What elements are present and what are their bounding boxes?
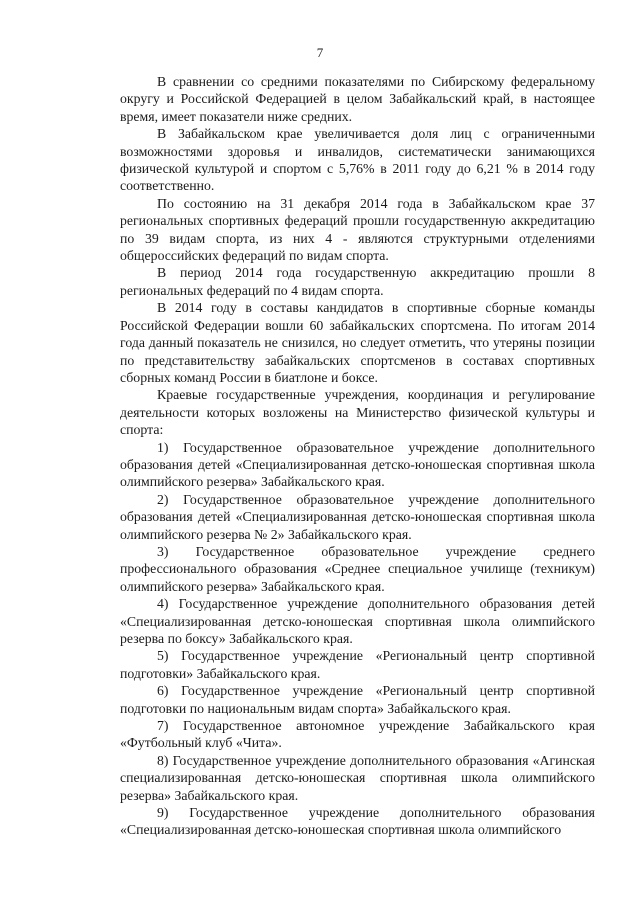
list-item-institution-4: 4) Государственное учреждение дополнительного образования детей «Специализированная детско-юношеская спортивная школа олимпийского резерва по боксу» Забайкальского края. bbox=[120, 596, 595, 646]
paragraph-sfo-comparison: В сравнении со средними показателями по Сибирскому федеральному округу и Российской Федерацией в целом Забайкальский край, в настоящее время, имеет показатели ниже средних. bbox=[120, 74, 595, 124]
page-number: 7 bbox=[316, 45, 324, 60]
document-body bbox=[120, 73, 595, 839]
list-item-institution-3: 3) Государственное образовательное учреждение среднего профессионального образования «Среднее специальное училище (техникум) олимпийского резерва» Забайкальского края. bbox=[120, 543, 595, 594]
list-item-institution-2: 2) Государственное образовательное учреждение дополнительного образования детей «Специализированная детско-юношеская спортивная школа олимпийского резерва № 2» Забайкальского края. bbox=[120, 491, 595, 542]
paragraph-disabled-share: В Забайкальском крае увеличивается доля лиц с ограниченными возможностями здоровья и инвалидов, систематически занимающихся физической культурой и спортом с 5,76% в 2011 году до 6,21 % в 2014 году соответственно. bbox=[120, 126, 595, 194]
list-item-institution-1: 1) Государственное образовательное учреждение дополнительного образования детей «Специализированная детско-юношеская спортивная школа олимпийского резерва» Забайкальского края. bbox=[120, 439, 595, 490]
list-item-institution-9: 9) Государственное учреждение дополнительного образования «Специализированная детско-юношеская спортивная школа олимпийского bbox=[120, 805, 595, 838]
list-item-institution-8: 8) Государственное учреждение дополнительного образования «Агинская специализированная детско-юношеская спортивная школа олимпийского резерва» Забайкальского края. bbox=[120, 752, 595, 803]
list-item-institution-6: 6) Государственное учреждение «Региональный центр спортивной подготовки по национальным видам спорта» Забайкальского края. bbox=[120, 683, 595, 716]
list-item-institution-5: 5) Государственное учреждение «Региональный центр спортивной подготовки» Забайкальского края. bbox=[120, 648, 595, 681]
paragraph-federations-accreditation: По состоянию на 31 декабря 2014 года в Забайкальском крае 37 региональных спортивных федераций прошли государственную аккредитацию по 39 видам спорта, из них 4 - являются структурными отделениями общероссийских федераций по видам спорта. bbox=[120, 195, 595, 264]
paragraph-institutions-intro: Краевые государственные учреждения, координация и регулирование деятельности которых возложены на Министерство физической культуры и спорта: bbox=[120, 387, 595, 438]
paragraph-national-team-candidates: В 2014 году в составы кандидатов в спортивные сборные команды Российской Федерации вошли 60 забайкальских спортсмена. По итогам 2014 года данный показатель не снизился, но следует отметить, что утеряны позиции по представительству забайкальских спортсменов в составах спортивных сборных команд России в биатлоне и боксе. bbox=[120, 300, 595, 385]
list-item-institution-7: 7) Государственное автономное учреждение Забайкальского края «Футбольный клуб «Чита». bbox=[120, 718, 595, 751]
paragraph-accreditation-2014: В период 2014 года государственную аккредитацию прошли 8 региональных федераций по 4 видам спорта. bbox=[120, 265, 595, 298]
